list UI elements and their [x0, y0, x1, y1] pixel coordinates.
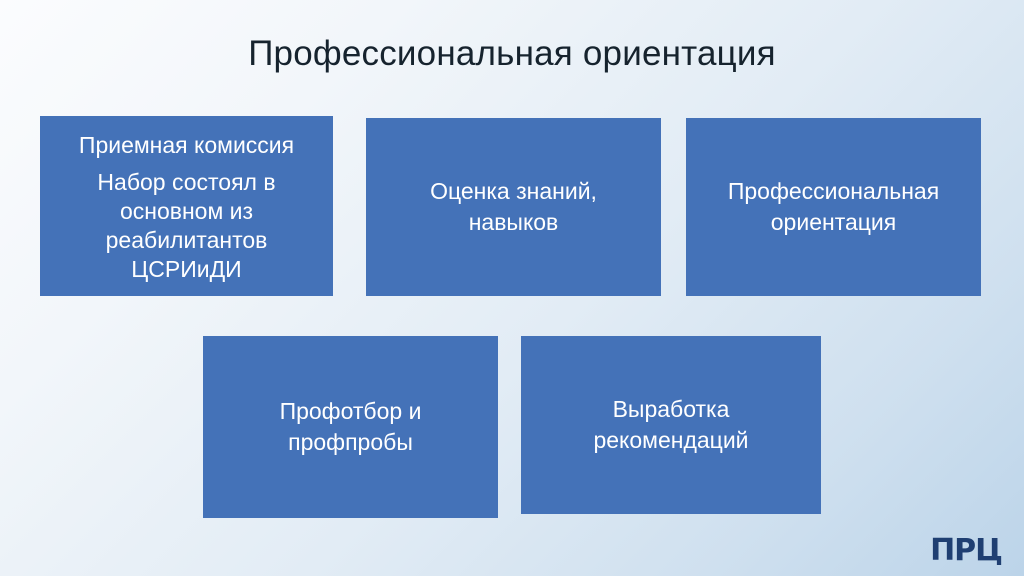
page-title: Профессиональная ориентация: [248, 34, 776, 73]
text-line: навыков: [468, 209, 559, 235]
organization-logo: ПРЦ: [930, 533, 1002, 568]
text-line: ЦСРИиДИ: [131, 256, 242, 282]
diagram-box-admissions: [40, 116, 333, 296]
text-line: ориентация: [770, 209, 897, 235]
diagram-box-admissions-heading: Приемная комиссия: [78, 132, 295, 158]
text-line: основном из: [119, 198, 254, 224]
text-line: Профотбор и: [279, 398, 422, 424]
text-line: профпробы: [288, 429, 413, 455]
text-line: Выработка: [612, 396, 730, 422]
diagram-box-selection-trials: [203, 336, 498, 518]
diagram-box-assessment: [366, 118, 661, 296]
text-line: рекомендаций: [593, 427, 749, 453]
text-line: Оценка знаний,: [430, 178, 597, 204]
text-line: реабилитантов: [105, 227, 268, 253]
diagram-box-admissions-body: [97, 168, 275, 284]
text-line: Набор состоял в: [97, 169, 276, 195]
diagram-box-vocational-orientation: [686, 118, 981, 296]
text-line: Профессиональная: [727, 178, 940, 204]
diagram-box-recommendations: [521, 336, 821, 514]
